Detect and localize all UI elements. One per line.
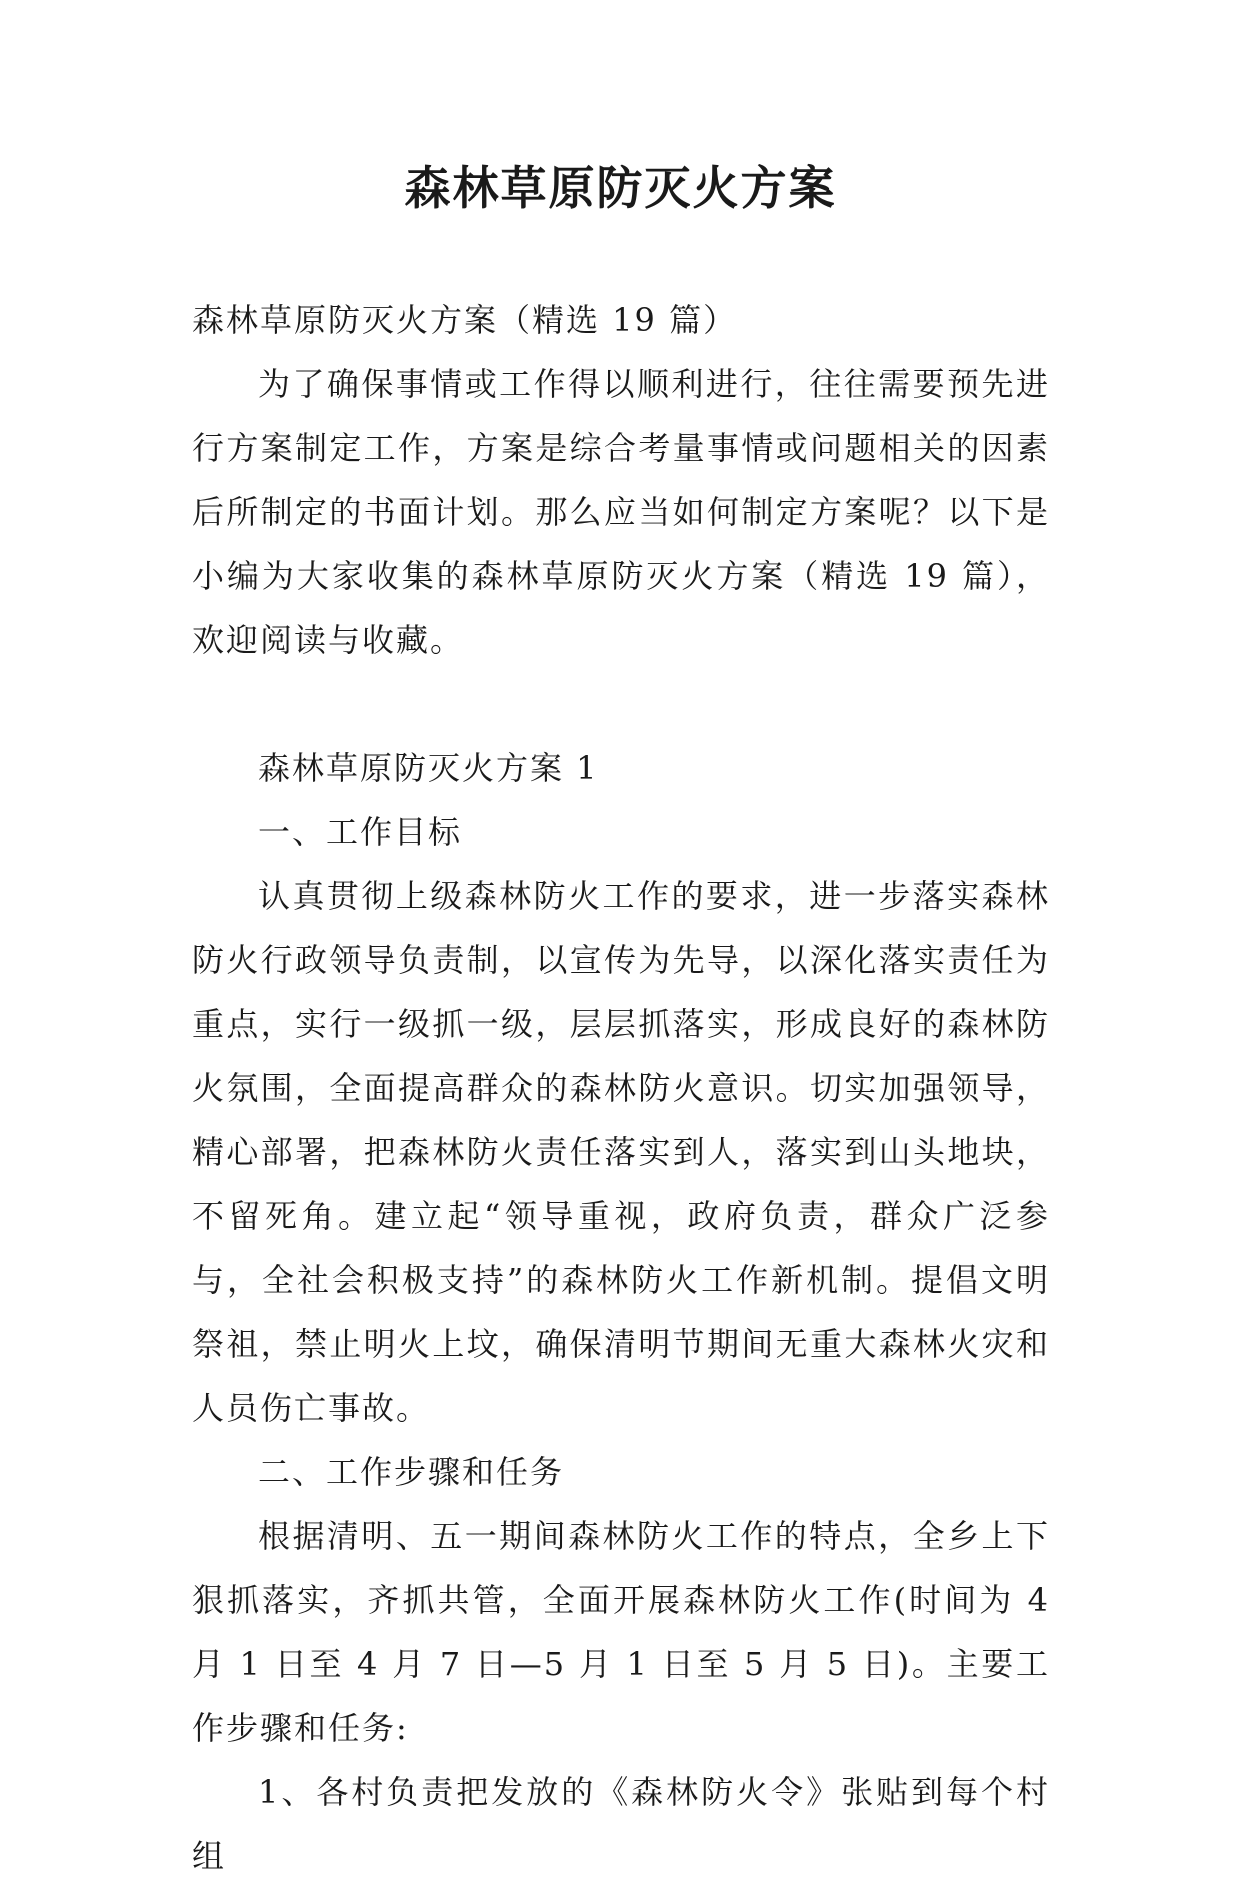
work-goals-paragraph: 认真贯彻上级森林防火工作的要求，进一步落实森林防火行政领导负责制，以宣传为先导，以深化落实责任为重点，实行一级抓一级，层层抓落实，形成良好的森林防火氛围，全面提高群众的森林防火意识。切实加强领导，精心部署，把森林防火责任落实到人，落实到山头地块，不留死角。建立起“领导重视，政府负责，群众广泛参与，全社会积极支持”的森林防火工作新机制。提倡文明祭祖，禁止明火上坟，确保清明节期间无重大森林火灾和人员伤亡事故。 [192,877,1050,1427]
paragraph-spacer [192,672,1050,736]
document-body [192,288,1050,1888]
section-title: 森林草原防灭火方案 1 [258,749,599,787]
work-step-item-1: 1、各村负责把发放的《森林防火令》张贴到每个村组 [192,1773,1050,1875]
heading-work-steps: 二、工作步骤和任务 [258,1453,565,1491]
intro-paragraph: 为了确保事情或工作得以顺利进行，往往需要预先进行方案制定工作，方案是综合考量事情或问题相关的因素后所制定的书面计划。那么应当如何制定方案呢？以下是小编为大家收集的森林草原防灭火方案（精选 19 篇），欢迎阅读与收藏。 [192,365,1050,659]
work-steps-paragraph: 根据清明、五一期间森林防火工作的特点，全乡上下狠抓落实，齐抓共管，全面开展森林防火工作(时间为 4 月 1 日至 4 月 7 日—5 月 1 日至 5 月 5 日)。主要工作步骤和任务: [192,1517,1050,1747]
document-title: 森林草原防灭火方案 [404,161,837,215]
heading-work-goals: 一、工作目标 [258,813,463,851]
document-subtitle: 森林草原防灭火方案（精选 19 篇） [192,301,738,339]
